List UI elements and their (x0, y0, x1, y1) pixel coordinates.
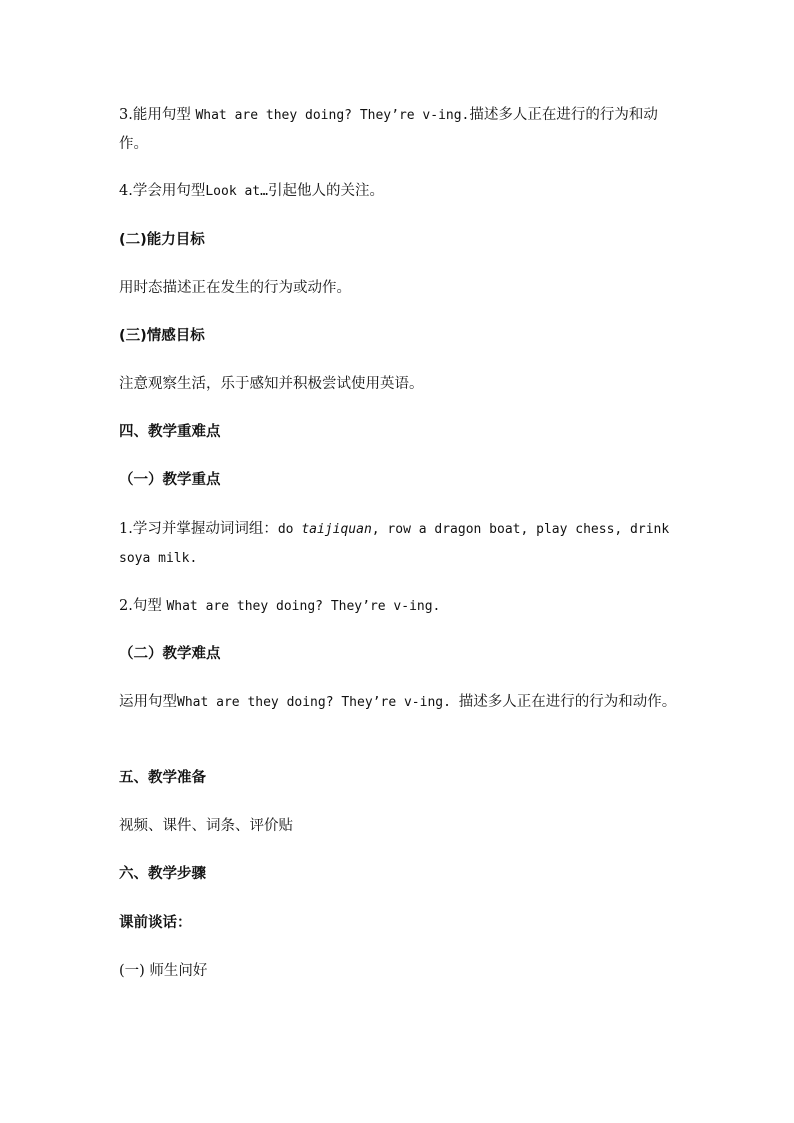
phrase-text: do (277, 522, 302, 537)
phrase-italic: taijiquan (301, 522, 372, 537)
heading-preparation: 五、教学准备 (119, 770, 206, 786)
sentence-pattern: What are they doing? They’re v-ing. (177, 695, 459, 710)
text-segment: 2.句型 (119, 598, 167, 614)
text-segment: 描述多人正在进行的行为和动作。 (458, 694, 677, 710)
sentence-pattern: What are they doing? They’re v-ing. (195, 108, 470, 123)
heading-emotional-goals: (三)情感目标 (119, 328, 205, 344)
sentence-pattern: What are they doing? They’re v-ing. (166, 599, 441, 614)
heading-ability-goals: (二)能力目标 (119, 232, 205, 248)
phrase-text: , row a dragon boat, play chess, drink soya milk. (119, 522, 670, 566)
heading-steps: 六、教学步骤 (119, 866, 206, 882)
text-segment: 1.学习并掌握动词词组： (119, 521, 278, 537)
preparation-text: 视频、课件、词条、评价贴 (119, 818, 293, 834)
text-segment: 引起他人的关注。 (267, 183, 384, 199)
text-segment: 4.学会用句型 (119, 183, 206, 199)
heading-difficulty: （二）教学难点 (119, 646, 221, 662)
objective-4 (119, 177, 679, 206)
ability-goal-text: 用时态描述正在发生的行为或动作。 (119, 280, 351, 296)
key-point-2 (119, 592, 679, 621)
heading-pre-class-talk: 课前谈话： (119, 915, 192, 931)
objective-3 (119, 101, 679, 159)
greeting-step: (一) 师生问好 (119, 963, 208, 979)
text-segment: 运用句型 (119, 694, 177, 710)
text-segment: 3.能用句型 (119, 107, 196, 123)
sentence-pattern: Look at… (205, 184, 268, 199)
key-point-1 (119, 515, 679, 573)
text-segment: 描述多人正在进行的行为和动作。 (119, 107, 658, 152)
heading-key-focus: （一）教学重点 (119, 472, 221, 488)
difficulty-text (119, 688, 679, 717)
emotional-goal-text: 注意观察生活，乐于感知并积极尝试使用英语。 (119, 376, 424, 392)
heading-key-points: 四、教学重难点 (119, 424, 221, 440)
